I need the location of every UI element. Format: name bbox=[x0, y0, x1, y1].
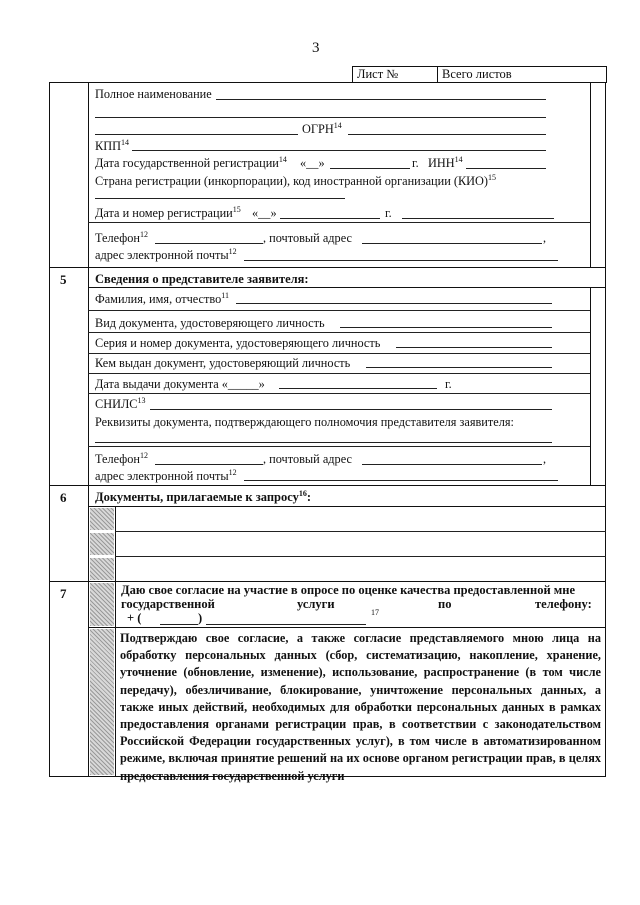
table-left-border bbox=[49, 82, 50, 776]
rep-row-line bbox=[88, 393, 590, 394]
survey-phone-prefix: + ( bbox=[127, 611, 142, 625]
rep-fio-text: Фамилия, имя, отчество bbox=[95, 292, 222, 306]
checkbox-doc-2[interactable] bbox=[90, 533, 114, 555]
inn-field[interactable] bbox=[466, 168, 546, 169]
full-name-label: Полное наименование bbox=[95, 87, 212, 101]
country-field[interactable] bbox=[95, 198, 345, 199]
rep-snils-field[interactable] bbox=[150, 409, 552, 410]
rep-phone-field[interactable] bbox=[155, 464, 263, 465]
docs-section-title bbox=[95, 490, 311, 504]
rep-doc-type-field[interactable] bbox=[340, 327, 552, 328]
rep-fio-field[interactable] bbox=[236, 303, 552, 304]
docs-title-divider bbox=[88, 506, 606, 507]
row-divider-7 bbox=[49, 581, 606, 582]
rep-section-title: Сведения о представителе заявителя: bbox=[95, 272, 309, 286]
org-postal-field[interactable] bbox=[362, 243, 542, 244]
rep-issue-date-field[interactable] bbox=[279, 388, 437, 389]
rep-issued-by-field[interactable] bbox=[366, 367, 552, 368]
rep-title-divider bbox=[88, 287, 606, 288]
survey-phone-code-field[interactable] bbox=[160, 624, 198, 625]
rep-snils-text: СНИЛС bbox=[95, 397, 138, 411]
rep-email-footnote-ref: 12 bbox=[228, 468, 237, 477]
reg-number-day[interactable]: «__» bbox=[252, 206, 277, 220]
kpp-footnote-ref: 14 bbox=[120, 138, 129, 147]
inn-footnote-ref: 14 bbox=[454, 155, 463, 164]
rep-phone-footnote-ref: 12 bbox=[139, 451, 148, 460]
reg-number-footnote-ref: 15 bbox=[232, 205, 241, 214]
ogrn-text: ОГРН bbox=[302, 122, 334, 136]
rep-fio-footnote-ref: 11 bbox=[221, 291, 229, 300]
rep-email-field[interactable] bbox=[244, 480, 558, 481]
docs-title-colon: : bbox=[306, 490, 312, 504]
rep-issue-date-label: Дата выдачи документа «_____» bbox=[95, 377, 265, 391]
survey-footnote-ref: 17 bbox=[371, 608, 379, 617]
section-5-number: 5 bbox=[60, 272, 67, 287]
reg-date-label bbox=[95, 156, 287, 170]
org-phone-label bbox=[95, 231, 148, 245]
rep-snils-footnote-ref: 13 bbox=[137, 396, 146, 405]
reg-number-month-field[interactable] bbox=[280, 218, 380, 219]
total-sheets-box bbox=[437, 66, 607, 83]
rep-phone-label bbox=[95, 452, 148, 466]
country-label bbox=[95, 174, 496, 188]
full-name-field[interactable] bbox=[216, 99, 546, 100]
ogrn-field[interactable] bbox=[348, 134, 546, 135]
rep-postal-label: , почтовый адрес bbox=[263, 452, 352, 466]
org-postal-label: , почтовый адрес bbox=[263, 231, 352, 245]
rep-row-line bbox=[88, 353, 590, 354]
org-email-field[interactable] bbox=[244, 260, 558, 261]
docs-row-line bbox=[115, 531, 606, 532]
survey-word-3: по bbox=[438, 597, 452, 611]
org-postal-comma: , bbox=[543, 231, 547, 245]
country-text: Страна регистрации (инкорпорации), код иностранной организации (КИО) bbox=[95, 174, 489, 188]
section-7-number: 7 bbox=[60, 586, 67, 601]
reg-number-text: Дата и номер регистрации bbox=[95, 206, 233, 220]
reg-date-text: Дата государственной регистрации bbox=[95, 156, 279, 170]
rep-authority-label: Реквизиты документа, подтверждающего полномочия представителя заявителя: bbox=[95, 415, 514, 429]
rep-postal-comma: , bbox=[543, 452, 547, 466]
checkbox-doc-3[interactable] bbox=[90, 558, 114, 580]
reg-date-day[interactable]: «__» bbox=[300, 156, 325, 170]
org-email-label bbox=[95, 248, 237, 262]
rep-email-label bbox=[95, 469, 237, 483]
docs-footnote-ref: 16 bbox=[298, 489, 307, 498]
survey-phone-close: ) bbox=[198, 611, 203, 625]
reg-number-year-suffix: г. bbox=[385, 206, 392, 220]
table-top bbox=[49, 82, 606, 83]
rep-snils-label bbox=[95, 397, 146, 411]
org-email-text: адрес электронной почты bbox=[95, 248, 229, 262]
rep-row-line bbox=[88, 446, 590, 447]
rep-doc-series-field[interactable] bbox=[396, 347, 552, 348]
consent-divider bbox=[88, 627, 606, 628]
section-6-number: 6 bbox=[60, 490, 67, 505]
reg-date-footnote-ref: 14 bbox=[278, 155, 287, 164]
row-divider-5 bbox=[49, 267, 606, 268]
rep-email-text: адрес электронной почты bbox=[95, 469, 229, 483]
consent-paragraph: Подтверждаю свое согласие, а также согласие представляемого мною лица на обработку персональных данных (сбор, систематизацию, накопление, хранение, уточнение (обновление, изменение), использование, распространение (в том числе передачу), обезличивание, блокирование, уничтожение персональных данных, а также иных действий, необходимых для обработки персональных данных в рамках предоставления органами регистрации прав, в соответствии с законодательством Российской Федерации государственных услуг), в том числе в автоматизированном режиме, включая принятие решений на их основе органом регистрации прав, в целях предоставления государственной услуги bbox=[120, 631, 601, 783]
sheet-number-label: Лист № bbox=[357, 67, 399, 81]
checkbox-survey[interactable] bbox=[90, 583, 114, 626]
kpp-field[interactable] bbox=[132, 150, 546, 151]
survey-word-1: государственной bbox=[121, 597, 215, 611]
kpp-label bbox=[95, 139, 129, 153]
survey-phone-number-field[interactable] bbox=[206, 624, 366, 625]
rep-inner-right bbox=[590, 287, 591, 485]
org-phone-field[interactable] bbox=[155, 243, 263, 244]
sheet-number-box bbox=[352, 66, 438, 83]
ogrn-label bbox=[302, 122, 342, 136]
rep-authority-field[interactable] bbox=[95, 442, 552, 443]
rep-fio-label bbox=[95, 292, 229, 306]
reg-number-field[interactable] bbox=[402, 218, 554, 219]
rep-phone-text: Телефон bbox=[95, 452, 140, 466]
checkbox-doc-1[interactable] bbox=[90, 508, 114, 530]
number-column-divider bbox=[88, 82, 89, 776]
rep-issued-by-label: Кем выдан документ, удостоверяющий личность bbox=[95, 356, 351, 370]
rep-row-line bbox=[88, 373, 590, 374]
rep-doc-type-label: Вид документа, удостоверяющего личность bbox=[95, 316, 325, 330]
ogrn-footnote-ref: 14 bbox=[333, 121, 342, 130]
checkbox-column-divider bbox=[115, 506, 116, 776]
page-number: 3 bbox=[312, 40, 320, 56]
total-sheets-label: Всего листов bbox=[442, 67, 512, 81]
rep-doc-series-label: Серия и номер документа, удостоверяющего личность bbox=[95, 336, 381, 350]
inn-text: ИНН bbox=[428, 156, 455, 170]
survey-word-2: услуги bbox=[297, 597, 335, 611]
rep-issue-year-suffix: г. bbox=[445, 377, 452, 391]
docs-title-text: Документы, прилагаемые к запросу bbox=[95, 490, 299, 504]
org-phone-footnote-ref: 12 bbox=[139, 230, 148, 239]
org-email-footnote-ref: 12 bbox=[228, 247, 237, 256]
org-inner-right bbox=[590, 82, 591, 267]
name-continuation-field[interactable] bbox=[95, 134, 298, 135]
docs-row-line bbox=[115, 556, 606, 557]
rep-row-line bbox=[88, 332, 590, 333]
rep-row-line bbox=[88, 310, 590, 311]
survey-word-4: телефону: bbox=[535, 597, 592, 611]
rep-postal-field[interactable] bbox=[362, 464, 542, 465]
org-phone-text: Телефон bbox=[95, 231, 140, 245]
table-right-border bbox=[605, 82, 606, 776]
country-footnote-ref: 15 bbox=[488, 173, 497, 182]
survey-line-1: Даю свое согласие на участие в опросе по оценке качества предоставленной мне bbox=[121, 583, 576, 597]
row-divider-6 bbox=[49, 485, 606, 486]
org-contact-divider bbox=[88, 222, 590, 223]
reg-number-label bbox=[95, 206, 241, 220]
reg-date-year-suffix: г. bbox=[412, 156, 419, 170]
checkbox-consent[interactable] bbox=[90, 629, 114, 775]
full-name-field-line2[interactable] bbox=[95, 117, 546, 118]
kpp-text: КПП bbox=[95, 139, 121, 153]
inn-label bbox=[428, 156, 463, 170]
reg-date-month-field[interactable] bbox=[330, 168, 410, 169]
